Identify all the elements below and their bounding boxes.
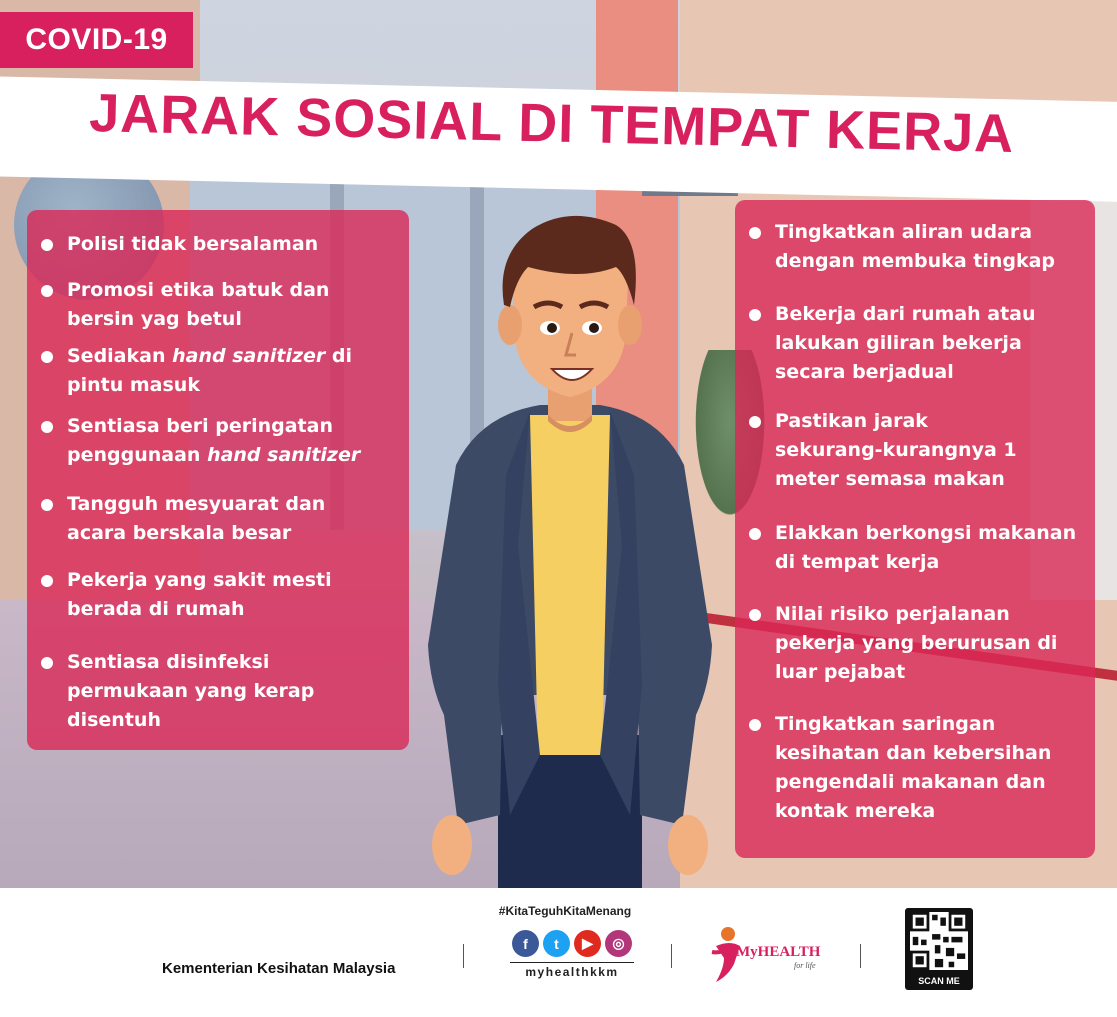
bullet-icon: [749, 309, 761, 321]
ministry-name: Kementerian Kesihatan Malaysia: [162, 960, 396, 977]
covid-tag: COVID-19: [0, 12, 193, 68]
tip-text: Tangguh mesyuarat dan acara berskala besar: [67, 493, 326, 544]
tip-item: [41, 276, 329, 334]
footer-divider: [860, 944, 861, 968]
tip-text: Sediakan hand sanitizer di pintu masuk: [67, 345, 353, 396]
social-handle: myhealthkkm: [510, 962, 634, 979]
tip-item: [41, 648, 314, 735]
tip-item: [749, 218, 1055, 276]
tip-item: [749, 710, 1051, 826]
svg-text:for life: for life: [794, 961, 816, 970]
page-title: JARAK SOSIAL DI TEMPAT KERJA: [88, 82, 1015, 164]
tip-item: [41, 342, 352, 400]
qr-code[interactable]: [910, 912, 968, 970]
tip-item: [749, 600, 1057, 687]
bullet-icon: [41, 285, 53, 297]
tip-item: [749, 519, 1076, 577]
bullet-icon: [41, 657, 53, 669]
svg-text:MyHEALTH: MyHEALTH: [736, 944, 821, 960]
bullet-icon: [749, 528, 761, 540]
bullet-icon: [41, 421, 53, 433]
bullet-icon: [41, 351, 53, 363]
tip-text: Tingkatkan aliran udara dengan membuka tingkap: [775, 221, 1056, 272]
tip-text: Promosi etika batuk dan bersin yag betul: [67, 279, 330, 330]
bullet-icon: [749, 416, 761, 428]
man-illustration: [420, 215, 720, 888]
tip-text: Elakkan berkongsi makanan di tempat kerja: [775, 522, 1077, 573]
tip-text: Bekerja dari rumah atau lakukan giliran bekerja secara berjadual: [775, 303, 1036, 383]
tip-text: Nilai risiko perjalanan pekerja yang berurusan di luar pejabat: [775, 603, 1058, 683]
bullet-icon: [749, 609, 761, 621]
tip-text: Pekerja yang sakit mesti berada di rumah: [67, 569, 332, 620]
social-icons: [512, 930, 636, 960]
left-tips-panel: [27, 210, 409, 750]
bullet-icon: [41, 575, 53, 587]
bullet-icon: [749, 227, 761, 239]
tip-item: [41, 490, 325, 548]
tip-item: [749, 300, 1036, 387]
youtube-icon[interactable]: ▶: [574, 930, 601, 957]
footer-divider: [463, 944, 464, 968]
myhealth-logo: [706, 924, 824, 986]
tip-item: [41, 566, 332, 624]
facebook-icon[interactable]: f: [512, 930, 539, 957]
tip-item: [41, 412, 360, 470]
tip-text: Tingkatkan saringan kesihatan dan kebersihan pengendali makanan dan kontak mereka: [775, 713, 1052, 822]
hashtag: #KitaTeguhKitaMenang: [498, 904, 632, 918]
tip-item: [41, 230, 318, 259]
bullet-icon: [41, 239, 53, 251]
footer-divider: [671, 944, 672, 968]
bullet-icon: [749, 719, 761, 731]
twitter-icon[interactable]: t: [543, 930, 570, 957]
tip-text: Sentiasa beri peringatan penggunaan hand sanitizer: [67, 415, 361, 466]
right-tips-panel: [735, 200, 1095, 858]
tip-item: [749, 407, 1017, 494]
tip-text: Sentiasa disinfeksi permukaan yang kerap disentuh: [67, 651, 315, 731]
instagram-icon[interactable]: ◎: [605, 930, 632, 957]
tip-text: Pastikan jarak sekurang-kurangnya 1 meter semasa makan: [775, 410, 1017, 490]
tip-text: Polisi tidak bersalaman: [67, 233, 319, 255]
bullet-icon: [41, 499, 53, 511]
scan-me-label: SCAN ME: [918, 976, 960, 986]
